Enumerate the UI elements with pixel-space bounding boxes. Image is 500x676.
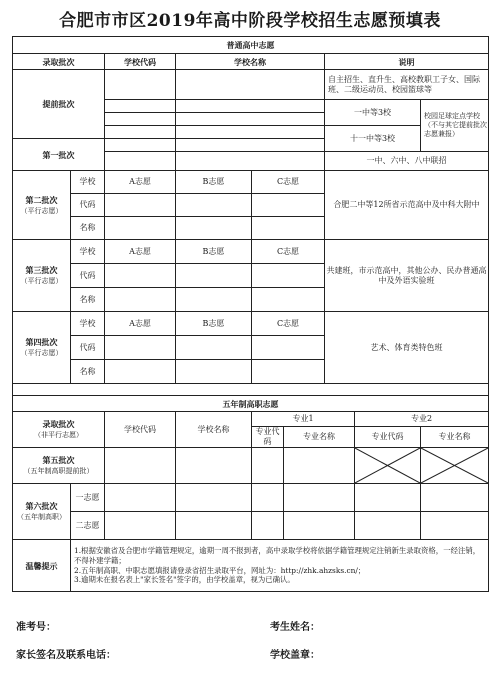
fourth-choice-b: B志愿 [176, 312, 252, 336]
fourth-code-c[interactable] [252, 336, 325, 360]
early-code-cell-3[interactable] [105, 113, 176, 126]
sixth-choice1-label: 一志愿 [71, 484, 105, 512]
early-code-cell-4[interactable] [105, 126, 176, 139]
fourth-name-b[interactable] [176, 360, 252, 384]
fifth-major1-code[interactable] [252, 448, 284, 484]
fourth-batch-note: 艺术、体育类特色班 [325, 312, 489, 384]
col-name-header: 学校名称 [176, 54, 325, 70]
parent-signature-label: 家长签名及联系电话： [16, 650, 116, 661]
early-code-cell-1[interactable] [105, 70, 176, 100]
col-code-header: 学校代码 [105, 54, 176, 70]
second-name-a[interactable] [105, 217, 176, 240]
fifth-name-cell[interactable] [176, 448, 252, 484]
third-row-name: 名称 [71, 288, 105, 312]
voc-major1-header: 专业1 [252, 412, 355, 427]
sixth-major1-code-2[interactable] [252, 512, 284, 540]
third-choice-c: C志愿 [252, 240, 325, 264]
reminder-line-2: 2.五年制高职、中职志愿填报请登录省招生录取平台，网址为：http://zhk.ahzsks.cn/； [74, 565, 366, 575]
third-code-b[interactable] [176, 264, 252, 288]
second-row-code: 代码 [71, 194, 105, 217]
third-choice-a: A志愿 [105, 240, 176, 264]
sixth-choice2-label: 二志愿 [71, 512, 105, 540]
sixth-major2-name-2[interactable] [421, 512, 489, 540]
third-batch-note: 共建班，市示范高中，其他公办、民办普通高中及外语实验班 [325, 240, 489, 312]
fifth-major1-name[interactable] [284, 448, 355, 484]
early-name-cell-4[interactable] [176, 126, 325, 139]
second-choice-c: C志愿 [252, 171, 325, 194]
second-code-b[interactable] [176, 194, 252, 217]
fourth-code-a[interactable] [105, 336, 176, 360]
sixth-major1-name-2[interactable] [284, 512, 355, 540]
voc-major1-name-header: 专业名称 [284, 427, 355, 448]
third-code-c[interactable] [252, 264, 325, 288]
first-batch-label: 第一批次 [13, 139, 105, 171]
early-sub-note-1: 一中等3校 [325, 100, 421, 126]
exam-number-label: 准考号： [16, 622, 56, 633]
spacer-row [13, 384, 489, 396]
col-batch-header: 录取批次 [13, 54, 105, 70]
student-name-label: 考生姓名： [270, 622, 320, 633]
third-name-b[interactable] [176, 288, 252, 312]
second-choice-a: A志愿 [105, 171, 176, 194]
third-row-code: 代码 [71, 264, 105, 288]
form-title: 合肥市市区2019年高中阶段学校招生志愿预填表 [59, 11, 441, 31]
second-name-c[interactable] [252, 217, 325, 240]
third-code-a[interactable] [105, 264, 176, 288]
second-batch-label: 第二批次 （平行志愿） [13, 171, 71, 240]
early-name-cell-1[interactable] [176, 70, 325, 100]
first-name-cell[interactable] [176, 152, 325, 171]
sixth-name-1[interactable] [176, 484, 252, 512]
early-batch-label: 提前批次 [13, 70, 105, 139]
first-code-cell[interactable] [105, 152, 176, 171]
early-code-cell-2[interactable] [105, 100, 176, 113]
fourth-batch-label: 第四批次 （平行志愿） [13, 312, 71, 384]
voc-major2-code-header: 专业代码 [355, 427, 421, 448]
sixth-major1-name-1[interactable] [284, 484, 355, 512]
third-name-a[interactable] [105, 288, 176, 312]
sixth-major2-name-1[interactable] [421, 484, 489, 512]
col-note-header: 说明 [325, 54, 489, 70]
voc-col-code-header: 学校代码 [105, 412, 176, 448]
fourth-choice-c: C志愿 [252, 312, 325, 336]
cross-mark-icon [355, 448, 420, 483]
early-code-cell-5[interactable] [105, 139, 176, 152]
second-code-a[interactable] [105, 194, 176, 217]
fifth-major2-code-crossed [355, 448, 421, 484]
second-choice-b: B志愿 [176, 171, 252, 194]
fifth-batch-label: 第五批次 （五年制高职提前批） [13, 448, 105, 484]
early-note-2: 校园足球定点学校（不与其它提前批次志愿兼报） [421, 100, 489, 152]
fourth-row-name: 名称 [71, 360, 105, 384]
vocational-section-header: 五年制高职志愿 [13, 396, 489, 412]
reminder-line-1: 1.根据安徽省及合肥市学籍管理规定，逾期一周不报到者，高中录取学校将依据学籍管理规定注销新生录取资格，一经注销，不得补建学籍； [74, 545, 481, 565]
general-section-header: 普通高中志愿 [13, 37, 489, 54]
voc-major2-name-header: 专业名称 [421, 427, 489, 448]
second-batch-note: 合肥二中等12所省示范高中及中科大附中 [325, 171, 489, 240]
sixth-batch-label: 第六批次 （五年制高职） [13, 484, 71, 540]
sixth-major2-code-1[interactable] [355, 484, 421, 512]
third-name-c[interactable] [252, 288, 325, 312]
third-choice-b: B志愿 [176, 240, 252, 264]
fourth-name-a[interactable] [105, 360, 176, 384]
second-name-b[interactable] [176, 217, 252, 240]
reminder-label: 温馨提示 [13, 540, 71, 592]
application-form-table [12, 36, 489, 592]
fourth-row-school: 学校 [71, 312, 105, 336]
early-name-cell-2[interactable] [176, 100, 325, 113]
voc-col-name-header: 学校名称 [176, 412, 252, 448]
fifth-code-cell[interactable] [105, 448, 176, 484]
reminder-text [71, 540, 489, 592]
cross-mark-icon [421, 448, 488, 483]
fifth-major2-name-crossed [421, 448, 489, 484]
sixth-code-2[interactable] [105, 512, 176, 540]
second-row-name: 名称 [71, 217, 105, 240]
fourth-name-c[interactable] [252, 360, 325, 384]
fourth-choice-a: A志愿 [105, 312, 176, 336]
voc-col-batch-header: 录取批次 （非平行志愿） [13, 412, 105, 448]
voc-major1-code-header: 专业代码 [252, 427, 284, 448]
first-batch-note: 一中、六中、八中联招 [325, 152, 489, 171]
sixth-code-1[interactable] [105, 484, 176, 512]
fourth-code-b[interactable] [176, 336, 252, 360]
early-note-1: 自主招生、直升生、高校教职工子女、国际班、二级运动员、校园篮球等 [325, 70, 489, 100]
second-row-school: 学校 [71, 171, 105, 194]
voc-major2-header: 专业2 [355, 412, 489, 427]
reminder-line-3: 3.逾期未在报名表上"家长签名"签字的，由学校盖章，视为已确认。 [74, 575, 295, 585]
third-batch-label: 第三批次 （平行志愿） [13, 240, 71, 312]
fourth-row-code: 代码 [71, 336, 105, 360]
early-name-cell-5[interactable] [176, 139, 325, 152]
sixth-name-2[interactable] [176, 512, 252, 540]
school-stamp-label: 学校盖章： [270, 650, 320, 661]
early-sub-note-2: 十一中等3校 [325, 126, 421, 152]
sixth-major2-code-2[interactable] [355, 512, 421, 540]
third-row-school: 学校 [71, 240, 105, 264]
sixth-major1-code-1[interactable] [252, 484, 284, 512]
early-name-cell-3[interactable] [176, 113, 325, 126]
second-code-c[interactable] [252, 194, 325, 217]
